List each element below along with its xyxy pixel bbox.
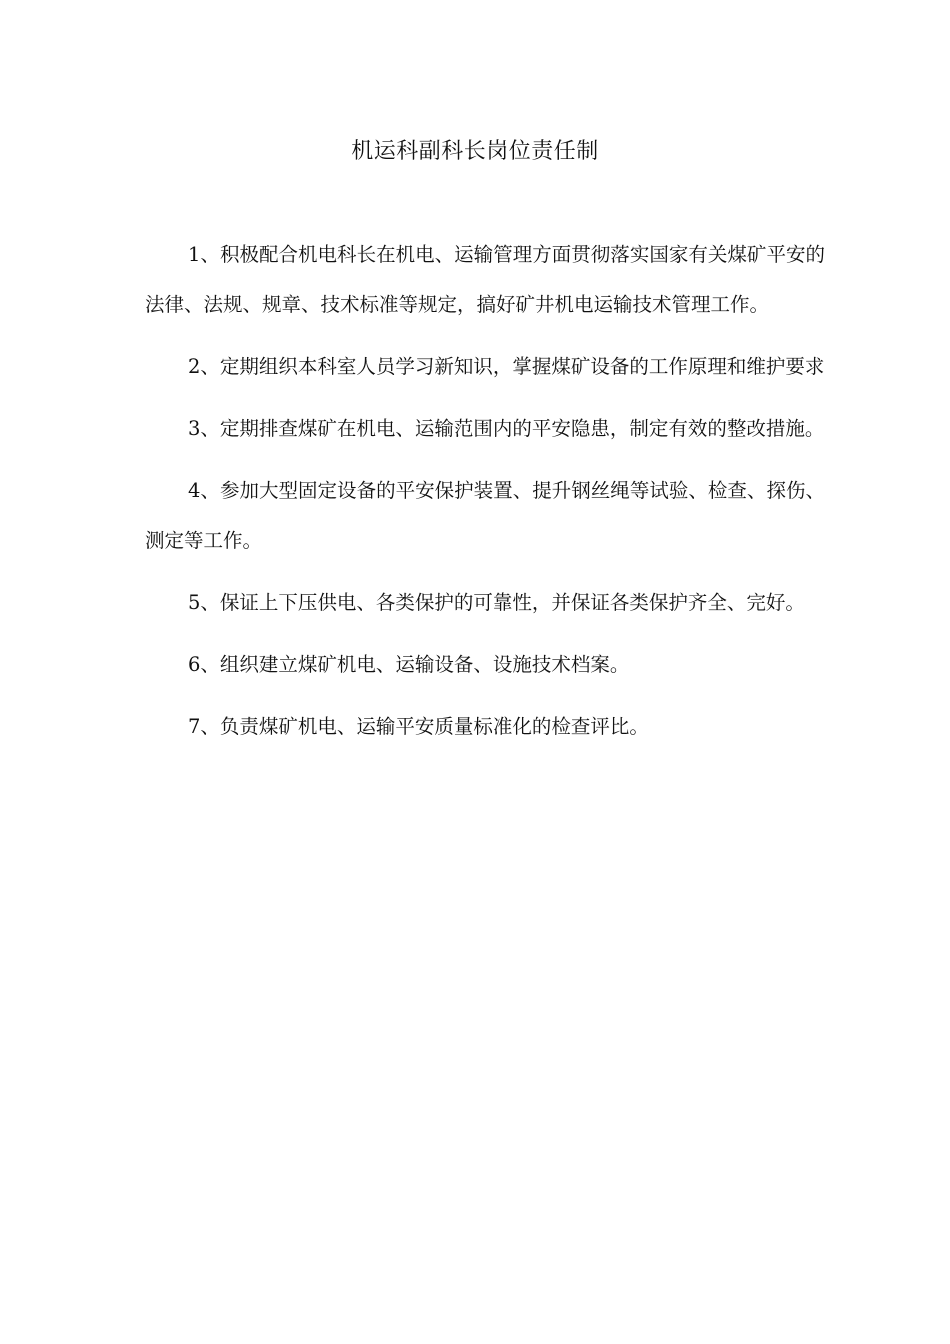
paragraph-7: 7、负责煤矿机电、运输平安质量标准化的检查评比。 <box>188 715 649 738</box>
document-body <box>145 230 825 764</box>
paragraph-2: 2、定期组织本科室人员学习新知识，掌握煤矿设备的工作原理和维护要求 <box>188 355 825 378</box>
paragraph-4: 4、参加大型固定设备的平安保护装置、提升钢丝绳等试验、检查、探伤、测定等工作。 <box>145 479 825 552</box>
paragraph-1: 1、积极配合机电科长在机电、运输管理方面贯彻落实国家有关煤矿平安的法律、法规、规章、技术标准等规定，搞好矿井机电运输技术管理工作。 <box>145 243 825 316</box>
paragraph-3: 3、定期排查煤矿在机电、运输范围内的平安隐患，制定有效的整改措施。 <box>188 417 825 440</box>
paragraph-5: 5、保证上下压供电、各类保护的可靠性，并保证各类保护齐全、完好。 <box>188 591 805 614</box>
paragraph-6: 6、组织建立煤矿机电、运输设备、设施技术档案。 <box>188 653 630 676</box>
document-title: 机运科副科长岗位责任制 <box>351 139 599 164</box>
